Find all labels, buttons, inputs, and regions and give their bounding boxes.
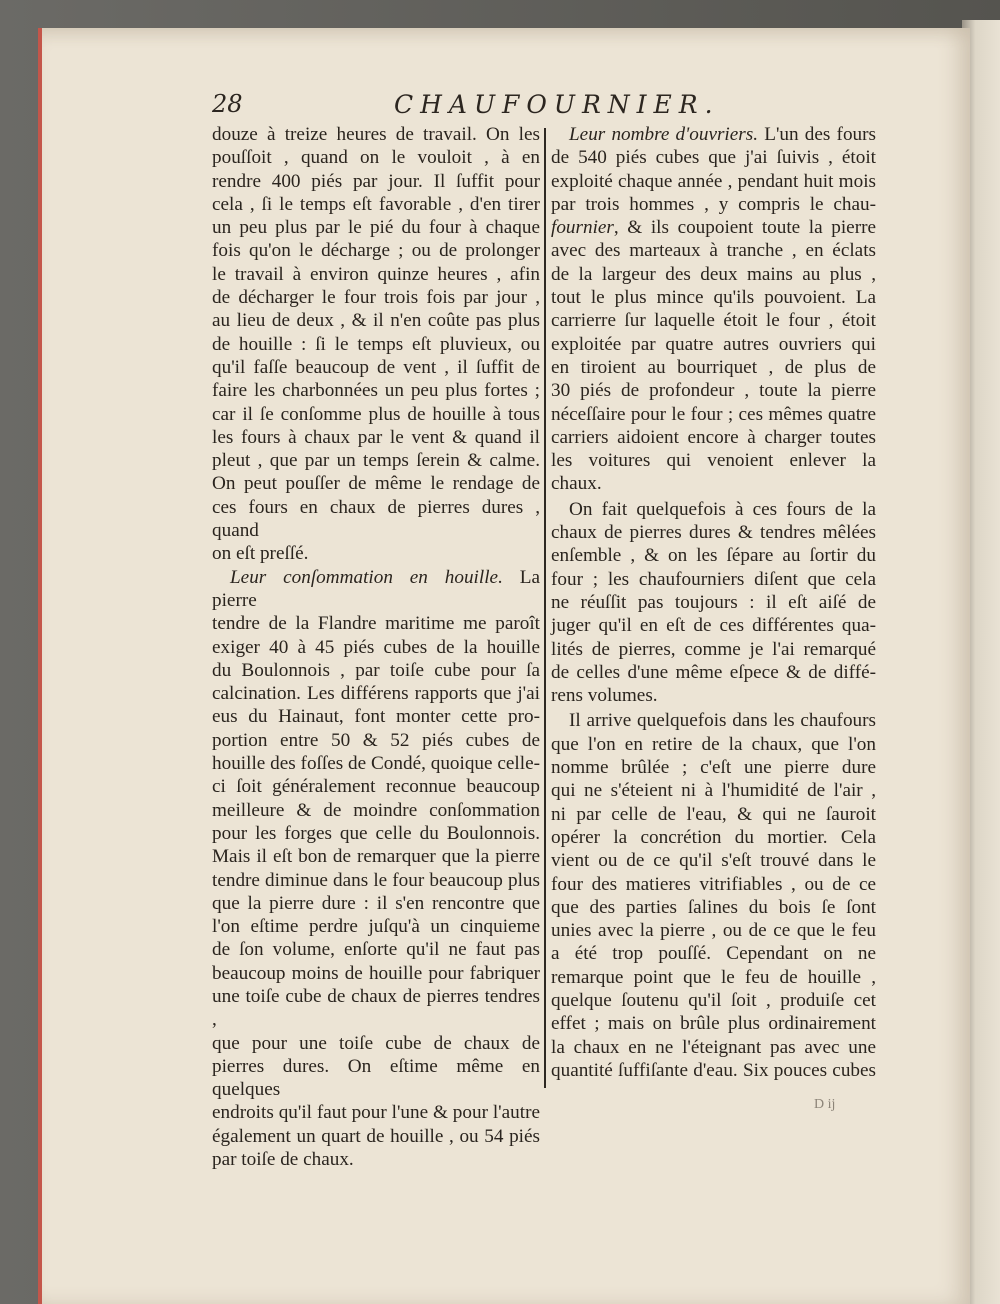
text-line: Mais il eſt bon de remarquer que la pierre xyxy=(212,846,540,868)
running-title: CHAUFOURNIER. xyxy=(394,90,720,119)
text-line: calcination. Les différens rapports que j'ai xyxy=(212,683,540,705)
text-line: fois qu'on le décharge ; ou de prolonger xyxy=(212,240,540,262)
text-line: au lieu de deux , & il n'en coûte pas plus xyxy=(212,310,540,332)
text-line: a été trop pouſſé. Cependant on ne xyxy=(551,943,876,965)
text-line: four des matieres vitrifiables , ou de ce xyxy=(551,873,876,895)
text-line: rens volumes. xyxy=(551,685,658,707)
text-line: cela , ſi le temps eſt favorable , d'en tirer xyxy=(212,193,540,215)
text-line: que des parties ſalines du bois ſe ſont xyxy=(551,896,876,918)
text-line: eus du Hainaut, font monter cette pro- xyxy=(212,706,540,728)
text-line: par trois hommes , y compris le chau- xyxy=(551,193,876,215)
text-line: quelque ſoutenu qu'il ſoit , produiſe cet xyxy=(551,989,876,1011)
text-line: on eſt preſſé. xyxy=(212,543,309,565)
text-line: également un quart de houille , ou 54 piés xyxy=(212,1125,540,1147)
text-line: tendre diminue dans le four beaucoup plus xyxy=(212,869,540,891)
text-line: pour les forges que celle du Boulonnois. xyxy=(212,822,540,844)
text-line: de décharger le four trois fois par jour , xyxy=(212,287,540,309)
text-line: douze à treize heures de travail. On les xyxy=(212,124,540,145)
text-line: pleut , que par un temps ſerein & calme. xyxy=(212,450,540,472)
section-heading-line: Leur nombre d'ouvriers. L'un des fours xyxy=(569,124,876,145)
text-line: vient ou de ce qu'il s'eſt trouvé dans le xyxy=(551,850,876,872)
text-line: lités de pierres, comme je l'ai remarqué xyxy=(551,638,876,660)
text-line: car il ſe conſomme plus de houille à tous xyxy=(212,403,540,425)
text-line: en tiroient au bourriquet , de plus de xyxy=(551,356,876,378)
text-line: chaux. xyxy=(551,473,602,495)
right-column xyxy=(551,123,876,1082)
text-line: rendre 400 piés par jour. Il ſuffit pour xyxy=(212,170,540,192)
text-line: four ; les chaufourniers diſent que cela xyxy=(551,568,876,590)
text-line: meilleure & de moindre conſommation xyxy=(212,799,540,821)
text-line: que la pierre dure : il s'en rencontre que xyxy=(212,892,540,914)
text-line: endroits qu'il faut pour l'une & pour l'autre xyxy=(212,1102,540,1124)
text-line: beaucoup moins de houille pour fabriquer xyxy=(212,962,540,984)
text-line: de la largeur des deux mains au plus , xyxy=(551,263,876,285)
text-line: chaux de pierres dures & tendres mêlées xyxy=(551,522,876,544)
text-line: que l'on en retire de la chaux, que l'on xyxy=(551,733,876,755)
text-line: de ſon volume, enſorte qu'il ne faut pas xyxy=(212,939,540,961)
text-line: ces fours en chaux de pierres dures , quand xyxy=(212,496,540,542)
text-line: ne réuſſit pas toujours : il eſt aiſé de xyxy=(551,591,876,613)
text-line: exploité chaque année , pendant huit mois xyxy=(551,170,876,192)
text-line: portion entre 50 & 52 piés cubes de xyxy=(212,729,540,751)
text-line: du Boulonnois , par toiſe cube pour ſa xyxy=(212,659,540,681)
text-line: effet ; mais on brûle plus ordinairement xyxy=(551,1013,876,1035)
text-line: opérer la concrétion du mortier. Cela xyxy=(551,826,876,848)
text-line: On fait quelquefois à ces fours de la xyxy=(569,498,876,520)
text-line: carriers aidoient encore à charger toutes xyxy=(551,426,876,448)
page-number: 28 xyxy=(212,90,243,118)
text-line: la chaux en ne l'éteignant pas avec une xyxy=(551,1036,876,1058)
text-line: de houille : ſi le temps eſt pluvieux, ou xyxy=(212,333,540,355)
text-line: les fours à chaux par le vent & quand il xyxy=(212,426,540,448)
text-line: juger qu'il en eſt de ces différentes qua- xyxy=(551,615,876,637)
text-line: pouſſoit , quand on le vouloit , à en xyxy=(212,147,540,169)
text-line: tout le plus mince qu'ils pouvoient. La xyxy=(551,287,876,309)
column-divider xyxy=(544,128,546,1088)
text-line: fournier, & ils coupoient toute la pierre xyxy=(551,217,876,239)
text-line: 30 piés de profondeur , toute la pierre xyxy=(551,380,876,402)
text-line: carrierre ſur laquelle étoit le four , étoit xyxy=(551,310,876,332)
text-line: de celles d'une même eſpece & de diffé- xyxy=(551,661,876,683)
text-line: que pour une toiſe cube de chaux de xyxy=(212,1032,540,1054)
text-line: pierres dures. On eſtime même en quelques xyxy=(212,1055,540,1101)
left-column xyxy=(212,123,540,1171)
text-line: les voitures qui venoient enlever la xyxy=(551,450,876,472)
text-line: qui ne s'éteient ni à l'humidité de l'air , xyxy=(551,780,876,802)
text-line: remarque point que le feu de houille , xyxy=(551,966,876,988)
section-heading: Leur nombre d'ouvriers. xyxy=(569,124,759,145)
text-line: exiger 40 à 45 piés cubes de la houille xyxy=(212,636,540,658)
text-line: Il arrive quelquefois dans les chaufours xyxy=(569,710,876,732)
text-line: un peu plus par le pié du four à chaque xyxy=(212,217,540,239)
text-line: quantité ſuffiſante d'eau. Six pouces cubes xyxy=(551,1059,876,1081)
text-line: de 540 piés cubes que j'ai ſuivis , étoit xyxy=(551,147,876,169)
text-line: On peut pouſſer de même le rendage de xyxy=(212,473,540,495)
text-line: exploitée par quatre autres ouvriers qui xyxy=(551,333,876,355)
text-line: enſemble , & on les ſépare au ſortir du xyxy=(551,545,876,567)
signature-mark: D ij xyxy=(814,1097,836,1112)
text-line: une toiſe cube de chaux de pierres tendres , xyxy=(212,985,540,1031)
text-line: unies avec la pierre , ou de ce que le feu xyxy=(551,920,876,942)
text-line: ni par celle de l'eau, & qui ne ſauroit xyxy=(551,803,876,825)
text-line: le travail à environ quinze heures , afin xyxy=(212,263,540,285)
text-line: l'on eſtime perdre juſqu'à un cinquieme xyxy=(212,916,540,938)
text-line: nomme brûlée ; c'eſt une pierre dure xyxy=(551,757,876,779)
page-edge-red xyxy=(38,28,42,1304)
section-heading-line: Leur conſommation en houille. La pierre xyxy=(212,566,541,611)
text-line: houille des foſſes de Condé, quoique celle- xyxy=(212,753,540,775)
text-line: faire les charbonnées un peu plus fortes ; xyxy=(212,380,540,402)
text-line: ci ſoit généralement reconnue beaucoup xyxy=(212,776,540,798)
section-heading: Leur conſommation en houille. xyxy=(230,566,503,588)
text-line: qu'il faſſe beaucoup de vent , il ſuffit de xyxy=(212,356,540,378)
text-line: par toiſe de chaux. xyxy=(212,1149,354,1171)
text-line: tendre de la Flandre maritime me paroît xyxy=(212,613,540,635)
text-line: avec des marteaux à tranche , en éclats xyxy=(551,240,876,262)
text-line: néceſſaire pour le four ; ces mêmes quatre xyxy=(551,403,876,425)
